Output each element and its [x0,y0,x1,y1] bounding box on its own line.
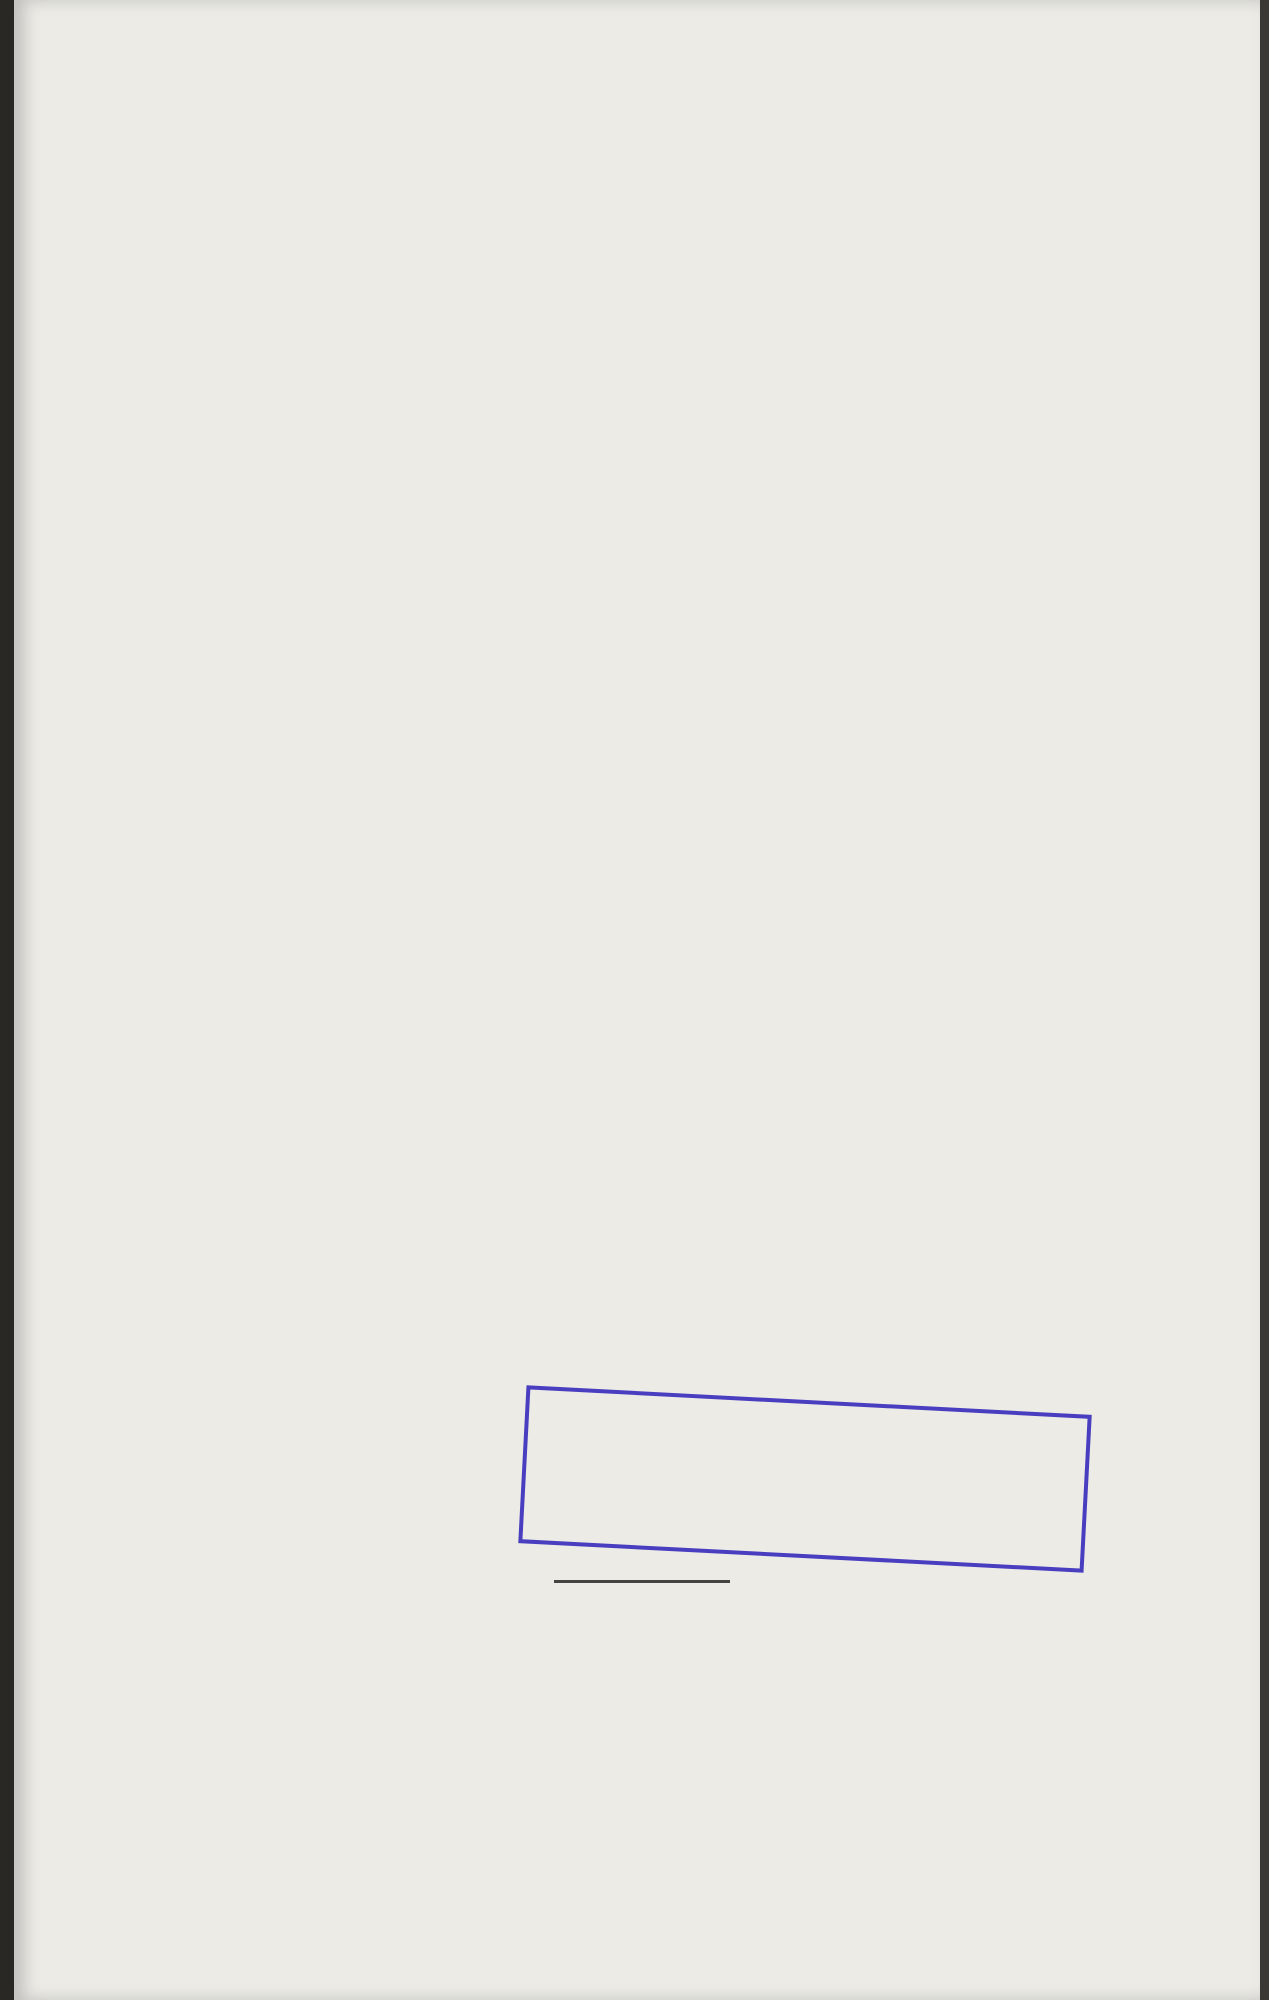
owner-stamp [518,1385,1091,1572]
table-of-contents [14,0,1260,2000]
book-gutter [0,0,14,2000]
book-page [14,0,1260,2000]
end-divider [554,1580,730,1583]
